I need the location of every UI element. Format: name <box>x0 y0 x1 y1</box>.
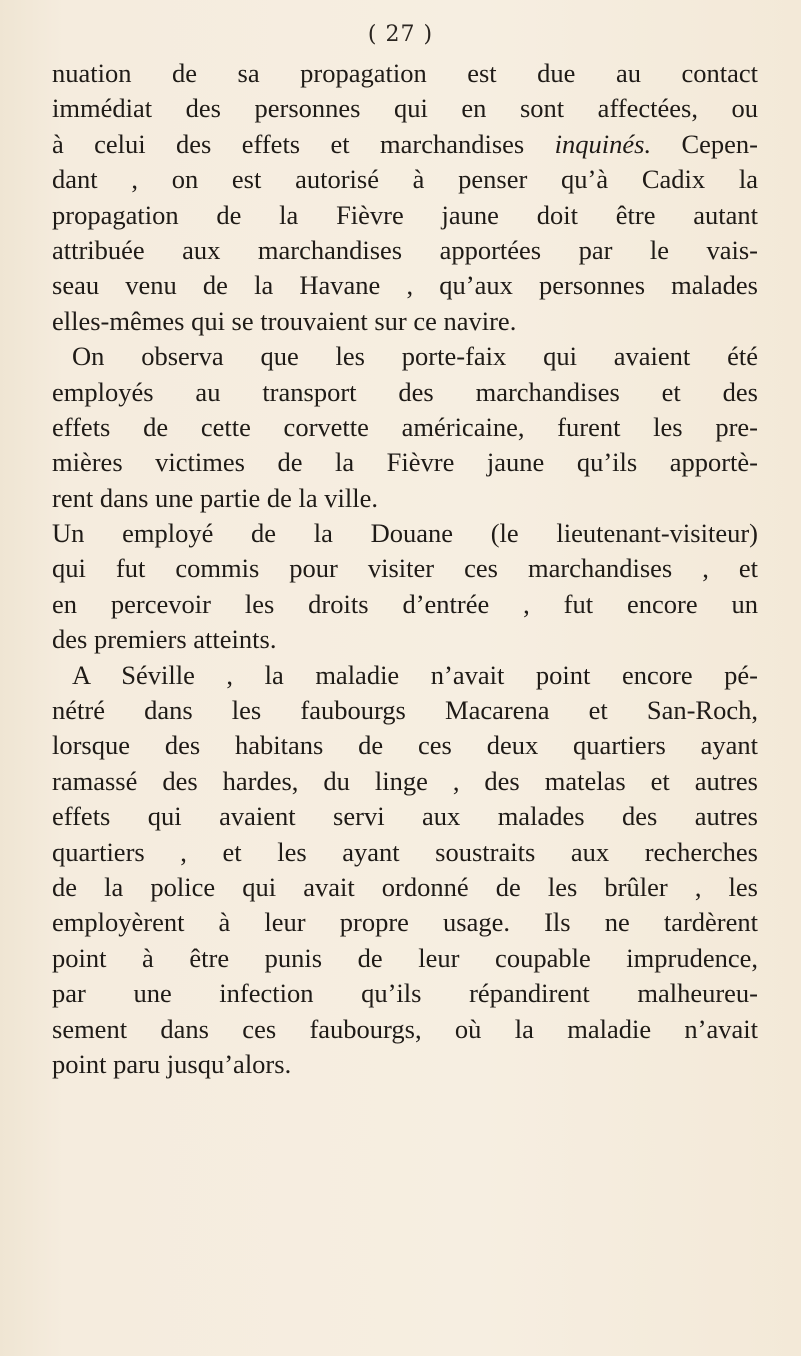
italic-word: inquinés. <box>554 128 652 159</box>
text-line: immédiat des personnes qui en sont affectées, ou <box>52 93 758 124</box>
text-line: On observa que les porte-faix qui avaient été <box>72 341 758 372</box>
text-line: par une infection qu’ils répandirent malheureu- <box>52 978 758 1009</box>
text-line: des premiers atteints. <box>52 624 277 655</box>
text-line: effets de cette corvette américaine, furent les pre- <box>52 411 758 442</box>
text-line: à celui des effets et marchandises inquinés. Cepen- <box>52 128 758 159</box>
text-line: employèrent à leur propre usage. Ils ne tardèrent <box>52 907 758 938</box>
text-line: elles-mêmes qui se trouvaient sur ce navire. <box>52 305 517 336</box>
text-line: quartiers , et les ayant soustraits aux recherches <box>52 836 758 867</box>
text-line: de la police qui avait ordonné de les brûler , les <box>52 871 758 902</box>
text-line: propagation de la Fièvre jaune doit être autant <box>52 199 758 230</box>
text-line: dant , on est autorisé à penser qu’à Cadix la <box>52 164 758 195</box>
text-line: nétré dans les faubourgs Macarena et San-Roch, <box>52 695 758 726</box>
text-line: point paru jusqu’alors. <box>52 1048 292 1079</box>
text-line: mières victimes de la Fièvre jaune qu’ils apportè- <box>52 447 758 478</box>
body-text <box>52 56 758 1082</box>
text-line: Un employé de la Douane (le lieutenant-visiteur) <box>52 518 758 549</box>
page-number: ( 27 ) <box>367 22 434 47</box>
text-line: attribuée aux marchandises apportées par le vais- <box>52 234 758 265</box>
text-line: effets qui avaient servi aux malades des autres <box>52 801 758 832</box>
text-line: seau venu de la Havane , qu’aux personnes malades <box>52 270 758 301</box>
text-line: lorsque des habitans de ces deux quartiers ayant <box>52 730 758 761</box>
text-line: nuation de sa propagation est due au contact <box>52 58 758 88</box>
text-line: rent dans une partie de la ville. <box>52 482 378 513</box>
text-line: qui fut commis pour visiter ces marchandises , et <box>52 553 758 584</box>
text-line: point à être punis de leur coupable imprudence, <box>52 942 758 973</box>
text-line: ramassé des hardes, du linge , des matelas et autres <box>52 765 758 796</box>
text-line: sement dans ces faubourgs, où la maladie n’avait <box>52 1013 758 1044</box>
text-line: employés au transport des marchandises et des <box>52 376 758 407</box>
text-line: en percevoir les droits d’entrée , fut encore un <box>52 588 758 619</box>
text-line: A Séville , la maladie n’avait point encore pé- <box>72 659 758 690</box>
